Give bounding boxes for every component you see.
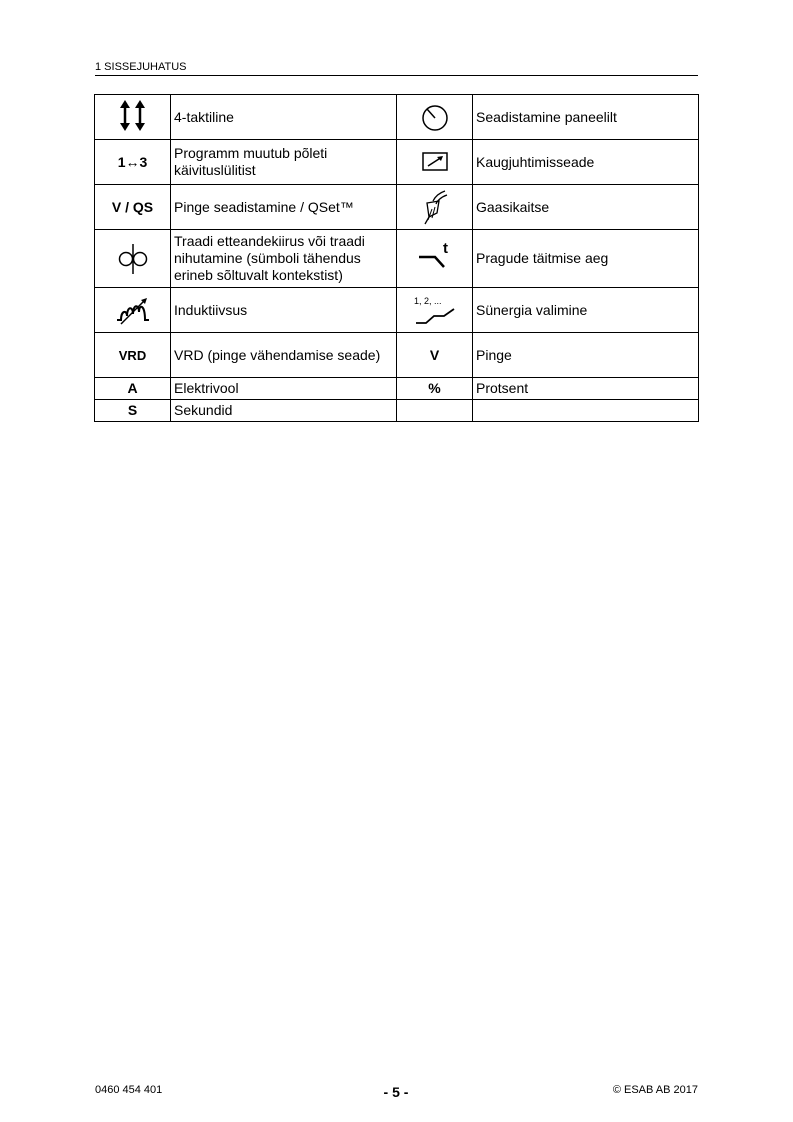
description-cell: Seadistamine paneelilt <box>473 95 699 140</box>
copyright: © ESAB AB 2017 <box>612 1084 698 1096</box>
wire-feed-icon <box>113 239 153 279</box>
description-cell: Pinge seadistamine / QSet™ <box>171 185 397 230</box>
page-number: - 5 - <box>383 1084 409 1100</box>
description-cell: Kaugjuhtimisseade <box>473 140 699 185</box>
seconds-symbol: S <box>127 402 138 418</box>
symbol-legend-table <box>94 94 699 422</box>
symbol-cell <box>397 95 473 140</box>
panel-setting-dial-icon <box>415 97 455 137</box>
four-stroke-arrows-icon <box>113 97 153 137</box>
table-row <box>95 400 699 422</box>
table-row <box>95 95 699 140</box>
program-change-symbol: 1↔3 <box>117 153 148 170</box>
symbol-cell <box>397 378 473 400</box>
empty-symbol-cell <box>397 400 473 422</box>
voltage-qset-symbol: V / QS <box>111 198 154 215</box>
description-cell: Programm muutub põleti käivituslülitist <box>171 140 397 185</box>
symbol-cell <box>397 288 473 333</box>
table-row <box>95 378 699 400</box>
description-cell: Induktiivsus <box>171 288 397 333</box>
description-cell: Sünergia valimine <box>473 288 699 333</box>
symbol-cell <box>95 378 171 400</box>
description-cell: Protsent <box>473 378 699 400</box>
gas-shield-torch-icon <box>415 187 455 227</box>
symbol-cell <box>95 185 171 230</box>
symbol-cell <box>397 185 473 230</box>
description-cell: Pragude täitmise aeg <box>473 230 699 288</box>
description-cell: Traadi etteandekiirus või traadi nihutamine (sümboli tähendus erineb sõltuvalt kontekstist) <box>171 230 397 288</box>
synergy-selection-icon <box>410 292 460 328</box>
vrd-symbol: VRD <box>118 347 147 363</box>
symbol-cell <box>95 140 171 185</box>
inductance-icon <box>111 292 155 328</box>
document-number: 0460 454 401 <box>95 1084 163 1096</box>
empty-description-cell <box>473 400 699 422</box>
symbol-cell <box>397 230 473 288</box>
remote-control-icon <box>415 147 455 177</box>
description-cell: Sekundid <box>171 400 397 422</box>
table-row <box>95 140 699 185</box>
symbol-cell <box>95 230 171 288</box>
svg-text:t: t <box>442 239 448 257</box>
description-cell: Gaasikaitse <box>473 185 699 230</box>
svg-text:1, 2, ...: 1, 2, ... <box>413 296 442 306</box>
table-row <box>95 333 699 378</box>
voltage-symbol: V <box>429 346 440 363</box>
crater-fill-time-icon <box>413 239 457 279</box>
symbol-cell <box>397 333 473 378</box>
symbol-cell <box>95 95 171 140</box>
percent-symbol: % <box>428 380 441 396</box>
description-cell: VRD (pinge vähendamise seade) <box>171 333 397 378</box>
symbol-cell <box>95 288 171 333</box>
table-row <box>95 288 699 333</box>
description-cell: 4-taktiline <box>171 95 397 140</box>
description-cell: Elektrivool <box>171 378 397 400</box>
table-row <box>95 185 699 230</box>
table-row <box>95 230 699 288</box>
symbol-cell <box>397 140 473 185</box>
symbol-cell <box>95 333 171 378</box>
section-header: 1 SISSEJUHATUS <box>95 61 698 76</box>
current-symbol: A <box>127 380 138 396</box>
description-cell: Pinge <box>473 333 699 378</box>
symbol-cell <box>95 400 171 422</box>
